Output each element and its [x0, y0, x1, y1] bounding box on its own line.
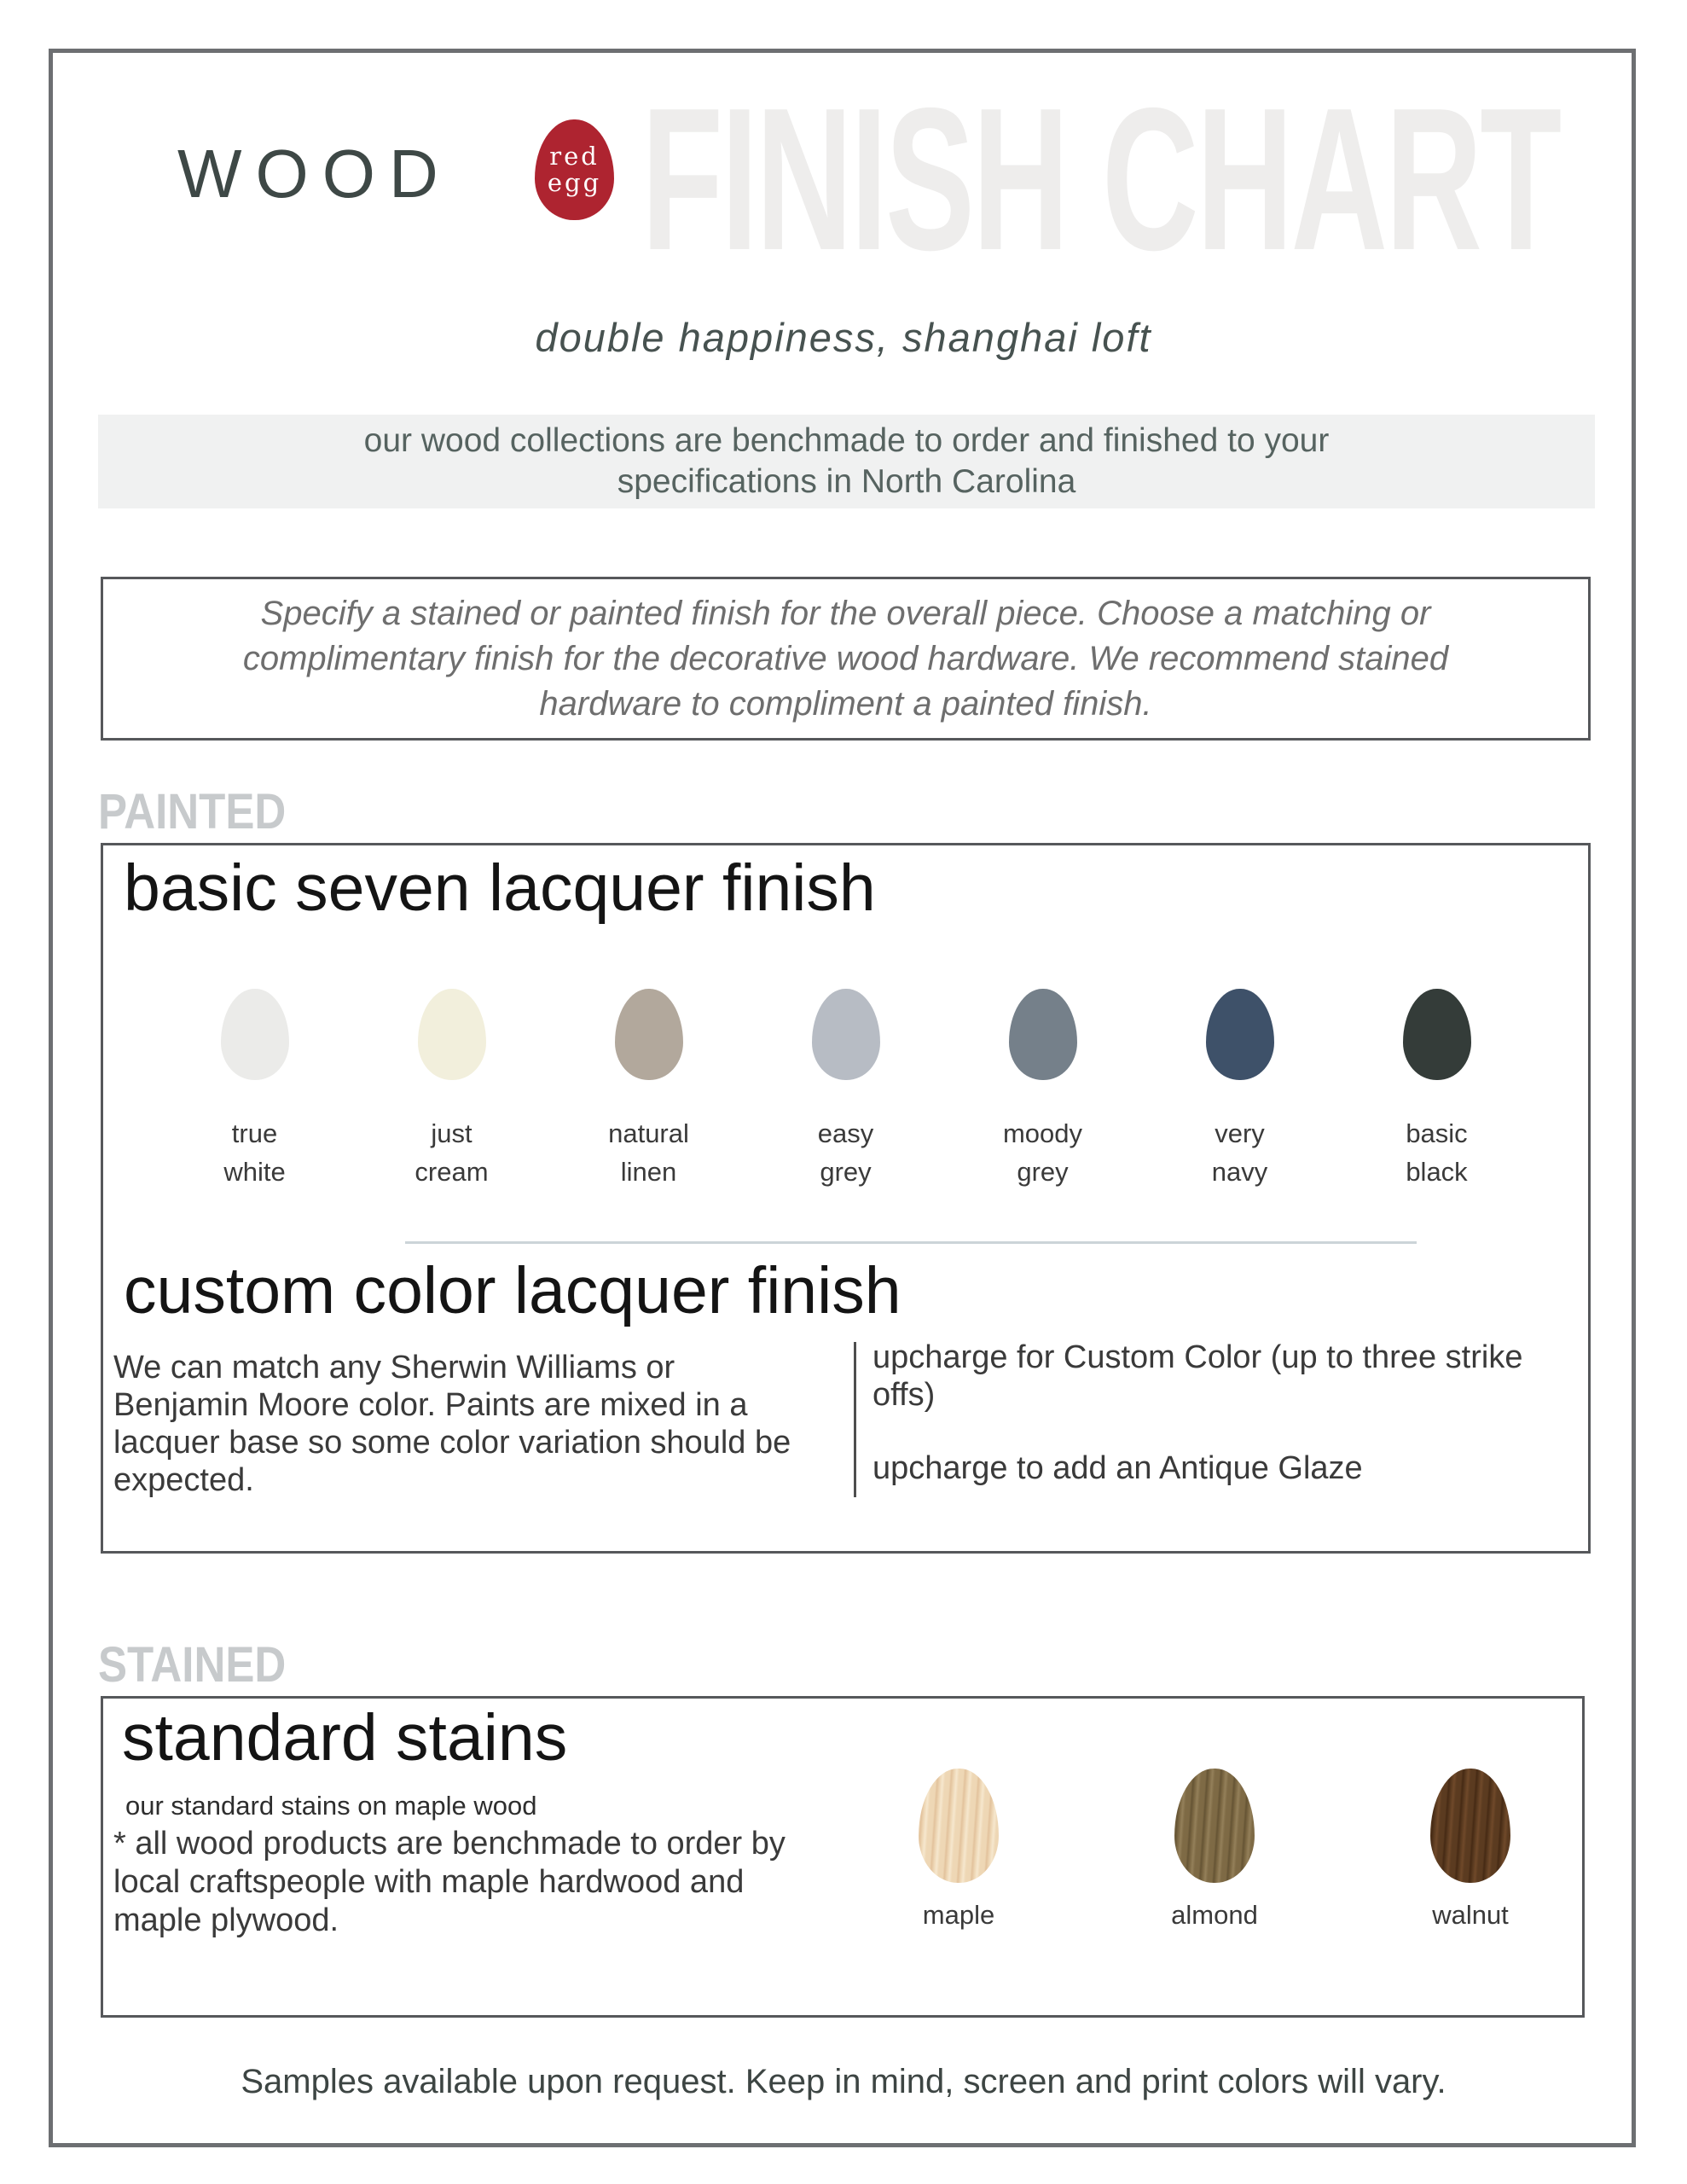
- swatch-label-line1: natural: [608, 1118, 689, 1148]
- intro-banner: [98, 415, 1595, 508]
- section-divider: [405, 1241, 1417, 1244]
- stain-swatch-row: [861, 1769, 1568, 1931]
- custom-color-title: custom color lacquer finish: [124, 1254, 901, 1327]
- swatch-natural-linen: [550, 989, 747, 1191]
- swatch-maple: [861, 1769, 1057, 1931]
- swatch-almond: [1116, 1769, 1313, 1931]
- logo-text-line1: red: [549, 142, 600, 171]
- swatch-label-line1: true: [231, 1118, 278, 1148]
- swatch-just-cream: [353, 989, 550, 1191]
- swatch-label-line1: easy: [817, 1118, 874, 1148]
- swatch-walnut: [1372, 1769, 1568, 1931]
- stain-swatch-egg: [1174, 1769, 1255, 1883]
- swatch-label-line1: moody: [1002, 1118, 1083, 1148]
- finish-swatch-egg: [812, 989, 880, 1080]
- stain-label: almond: [1171, 1900, 1258, 1930]
- swatch-label-line2: cream: [415, 1157, 489, 1187]
- section-label-stained: STAINED: [98, 1637, 287, 1693]
- swatch-label-line2: navy: [1211, 1157, 1268, 1187]
- finish-swatch-egg: [615, 989, 683, 1080]
- brand-wordmark: WOOD: [177, 136, 452, 212]
- standard-stains-note: * all wood products are benchmade to order by local craftspeople with maple hardwood and maple plywood.: [113, 1826, 786, 1938]
- swatch-moody-grey: [944, 989, 1141, 1191]
- swatch-label-line2: white: [223, 1157, 286, 1187]
- section-label-painted: PAINTED: [98, 784, 287, 839]
- swatch-easy-grey: [747, 989, 944, 1191]
- finish-swatch-egg: [221, 989, 289, 1080]
- upcharge-antique-glaze: upcharge to add an Antique Glaze: [872, 1450, 1363, 1486]
- stained-finishes-box: [101, 1696, 1585, 2018]
- finish-instructions-text: Specify a stained or painted finish for the overall piece. Choose a matching or complimentary finish for the decorative wood hardware. We recommend stained hardware to compliment a painted finish.: [242, 594, 1449, 723]
- finish-instructions-box: [101, 577, 1591, 741]
- red-egg-logo: [535, 119, 614, 220]
- standard-stains-subtitle: our standard stains on maple wood: [125, 1791, 537, 1821]
- standard-stains-title: standard stains: [122, 1701, 568, 1774]
- swatch-label-line2: black: [1406, 1157, 1468, 1187]
- stain-label: walnut: [1432, 1900, 1509, 1930]
- finish-swatch-egg: [1403, 989, 1471, 1080]
- finish-swatch-egg: [1206, 989, 1274, 1080]
- finish-swatch-egg: [1009, 989, 1077, 1080]
- swatch-label-line2: linen: [620, 1157, 677, 1187]
- footer-note: Samples available upon request. Keep in mind, screen and print colors will vary.: [241, 2063, 1446, 2100]
- painted-finishes-box: [101, 843, 1591, 1554]
- stain-label: maple: [922, 1900, 995, 1930]
- collection-subtitle: double happiness, shanghai loft: [535, 315, 1152, 360]
- swatch-basic-black: [1338, 989, 1535, 1191]
- intro-banner-text: our wood collections are benchmade to order and finished to your specifications in North Carolina: [363, 422, 1330, 500]
- stain-swatch-egg: [1430, 1769, 1510, 1883]
- logo-text-line2: egg: [547, 168, 602, 197]
- upcharge-custom-color: upcharge for Custom Color (up to three strike offs): [872, 1339, 1523, 1413]
- stain-swatch-egg: [919, 1769, 999, 1883]
- swatch-label-line2: grey: [1017, 1157, 1069, 1187]
- basic-seven-title: basic seven lacquer finish: [124, 851, 876, 925]
- vertical-divider: [854, 1342, 856, 1497]
- upcharge-list: [872, 1339, 1572, 1487]
- painted-swatch-row: [103, 989, 1588, 1191]
- custom-color-note: We can match any Sherwin Williams or Benjamin Moore color. Paints are mixed in a lacquer base so some color variation should be expected.: [113, 1350, 791, 1498]
- swatch-label-line1: basic: [1406, 1118, 1468, 1148]
- swatch-very-navy: [1141, 989, 1338, 1191]
- page-title: FINISH CHART: [641, 67, 1560, 293]
- finish-swatch-egg: [418, 989, 486, 1080]
- swatch-label-line2: grey: [820, 1157, 872, 1187]
- swatch-label-line1: very: [1215, 1118, 1265, 1148]
- swatch-true-white: [156, 989, 353, 1191]
- swatch-label-line1: just: [431, 1118, 472, 1148]
